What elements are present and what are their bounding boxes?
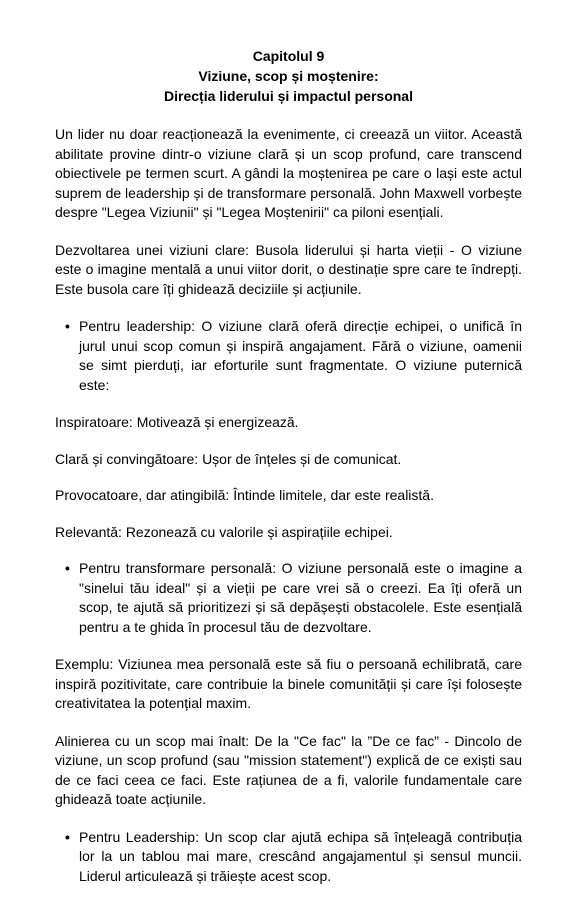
list-item <box>55 317 522 395</box>
chapter-heading <box>55 46 522 106</box>
chapter-title: Viziune, scop și moștenire: <box>198 68 379 84</box>
bullet-text: Pentru Leadership: Un scop clar ajută echipa să înțeleagă contribuția lor la un tablou mai mare, crescând angajamentul și sensul muncii. Liderul articulează și trăiește acest scop. <box>79 828 522 884</box>
bullet-text: Pentru transformare personală: O viziune personală este o imagine a "sinelui tău ideal" și a vieții pe care vrei să o creezi. Ea îți oferă un scop, te ajută să prioritizezi și să depășești obstacolele. Este esențială pentru a te ghida în procesul tău de dezvoltare. <box>79 560 522 635</box>
chapter-number: Capitolul 9 <box>252 48 325 64</box>
vision-quality-inspiring: Inspiratoare: Motivează și energizează. <box>55 414 299 430</box>
bullet-icon: • <box>65 828 70 845</box>
list-item <box>55 559 522 637</box>
vision-quality-relevant: Relevantă: Rezonează cu valorile și aspirațiile echipei. <box>55 523 393 540</box>
chapter-subtitle: Direcția liderului și impactul personal <box>164 88 413 104</box>
purpose-bullet-list <box>55 828 522 887</box>
vision-quality-clear: Clară și convingătoare: Ușor de înțeles și de comunicat. <box>55 450 402 467</box>
bullet-text: Pentru leadership: O viziune clară oferă direcție echipei, o unifică în jurul unui scop comun și inspiră angajament. Fără o viziune, oamenii se simt pierduți, iar eforturile sunt fragmentate. O viziune puternică este: <box>79 318 522 393</box>
purpose-paragraph: Alinierea cu un scop mai înalt: De la "Ce fac" la ”De ce fac” - Dincolo de viziune, un scop profund (sau "mission statement") explică de ce exiști sau de ce faci ceea ce faci. Este rațiunea de a fi, valorile fundamentale care ghidează toate acțiunile. <box>55 732 522 807</box>
vision-paragraph: Dezvoltarea unei viziuni clare: Busola liderului și harta vieții - O viziune este o imagine mentală a unui viitor dorit, o destinație spre care te îndrepți. Este busola care îți ghidează deciziile și acțiunile. <box>55 241 522 297</box>
document-page <box>55 46 522 904</box>
personal-bullet-list <box>55 559 522 637</box>
list-item <box>55 828 522 887</box>
bullet-icon: • <box>65 560 70 576</box>
vision-quality-challenging: Provocatoare, dar atingibilă: Întinde limitele, dar este realistă. <box>55 487 434 503</box>
bullet-icon: • <box>65 318 70 334</box>
intro-paragraph: Un lider nu doar reacționează la evenimente, ci creează un viitor. Această abilitate provine dintr-o viziune clară și un scop profund, care transcend obiectivele pe termen scurt. A gândi la moștenirea pe care o lași este actul suprem de leadership și de transformare personală. John Maxwell vorbește despre "Legea Viziunii" și "Legea Moștenirii" ca piloni esențiali. <box>55 126 522 220</box>
leadership-bullet-list <box>55 317 522 395</box>
example-paragraph: Exemplu: Viziunea mea personală este să fiu o persoană echilibrată, care inspiră pozitivitate, care contribuie la binele comunității și care își folosește creativitatea la potențial maxim. <box>55 656 522 711</box>
